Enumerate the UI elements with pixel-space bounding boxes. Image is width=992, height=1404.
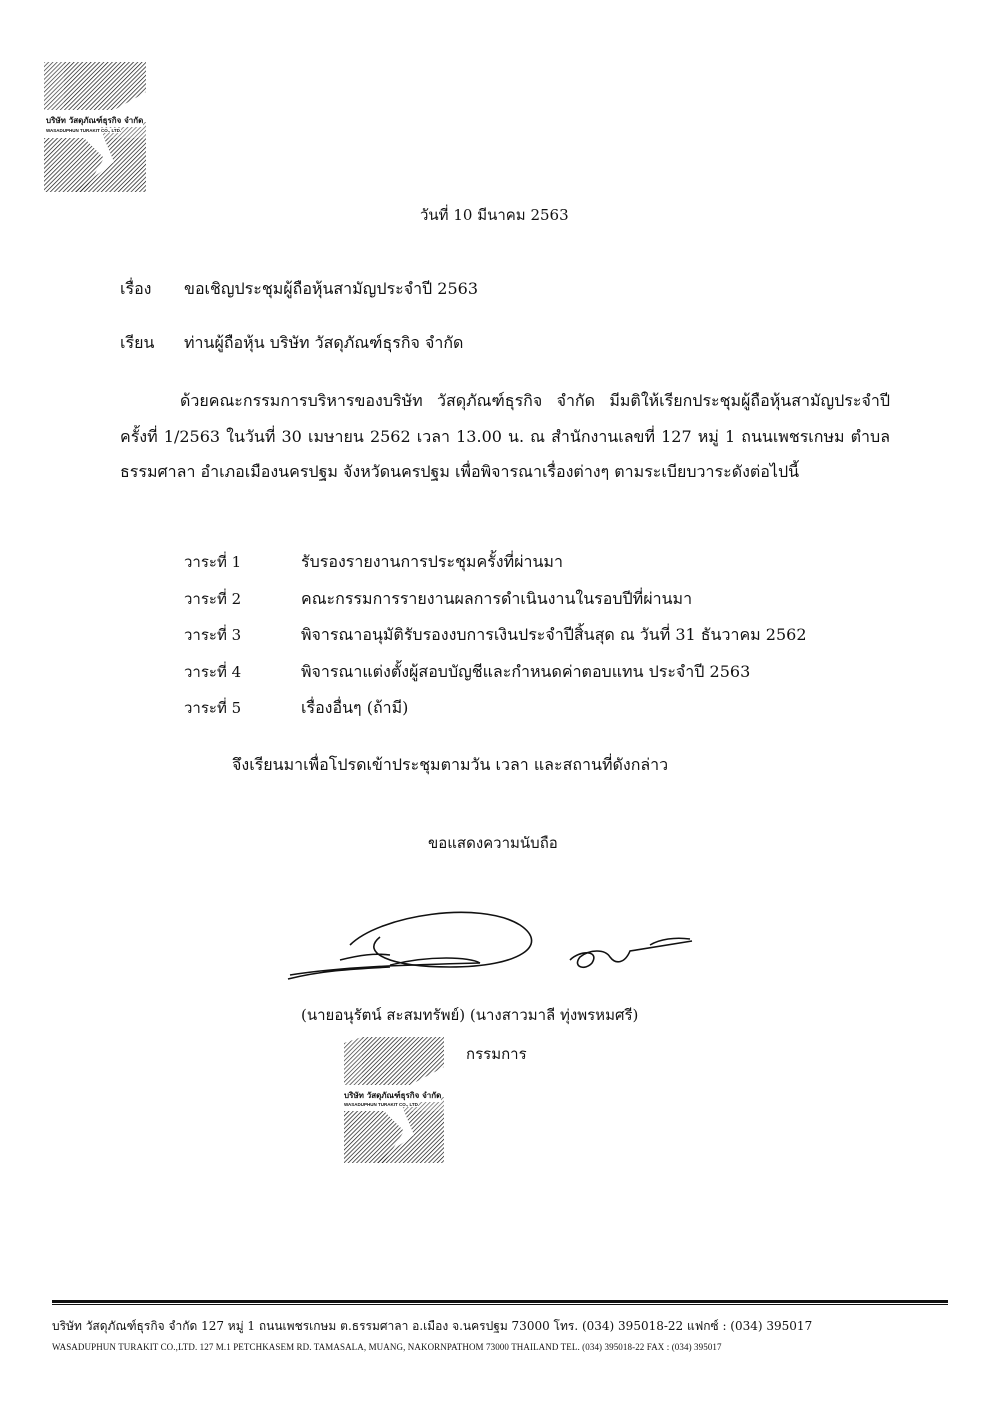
stamp-company-name-en: WASADUPHUN TURAKIT CO., LTD. bbox=[344, 1102, 420, 1107]
stamp-company-name-th: บริษัท วัสดุภัณฑ์ธุรกิจ จำกัด bbox=[344, 1091, 442, 1100]
logo-company-name-en: WASADUPHUN TURAKIT CO., LTD. bbox=[46, 128, 122, 133]
footer-rule-thin bbox=[52, 1304, 948, 1305]
recipient-text: ท่านผู้ถือหุ้น บริษัท วัสดุภัณฑ์ธุรกิจ จำกัด bbox=[184, 333, 464, 352]
agenda-number: วาระที่ 1 bbox=[184, 553, 242, 571]
agenda-item bbox=[184, 623, 807, 660]
subject-label: เรื่อง bbox=[120, 279, 152, 298]
signatory-names: (นายอนุรัตน์ สะสมทรัพย์) (นางสาวมาลี ทุ่งพรหมศรี) bbox=[301, 1006, 639, 1024]
signature-image bbox=[280, 905, 700, 999]
company-logo bbox=[44, 62, 150, 192]
letter-date: วันที่ 10 มีนาคม 2563 bbox=[420, 206, 569, 224]
agenda-number: วาระที่ 5 bbox=[184, 699, 242, 717]
regards-text: ขอแสดงความนับถือ bbox=[428, 834, 558, 852]
recipient-label: เรียน bbox=[120, 333, 155, 352]
body-paragraph: ด้วยคณะกรรมการบริหารของบริษัท วัสดุภัณฑ์ธุรกิจ จำกัด มีมติให้เรียกประชุมผู้ถือหุ้นสามัญประจำปี ครั้งที่ 1/2563 ในวันที่ 30 เมษายน 2562 เวลา 13.00 น. ณ สำนักงานเลขที่ 127 หมู่ 1 ถนนเพชรเกษม ตำบลธรรมศาลา อำเภอเมืองนครปฐม จังหวัดนครปฐม เพื่อพิจารณาเรื่องต่างๆ ตามระเบียบวาระดังต่อไปนี้ bbox=[120, 391, 890, 481]
agenda-item bbox=[184, 696, 807, 733]
agenda-item bbox=[184, 660, 807, 697]
agenda-number: วาระที่ 3 bbox=[184, 626, 242, 644]
footer-rule-thick bbox=[52, 1300, 948, 1303]
agenda-list bbox=[184, 550, 807, 733]
agenda-text: พิจารณาอนุมัติรับรองงบการเงินประจำปีสิ้นสุด ณ วันที่ 31 ธันวาคม 2562 bbox=[301, 625, 807, 644]
company-stamp bbox=[344, 1035, 448, 1163]
agenda-text: พิจารณาแต่งตั้งผู้สอบบัญชีและกำหนดค่าตอบแทน ประจำปี 2563 bbox=[301, 661, 751, 681]
agenda-item bbox=[184, 550, 807, 587]
logo-company-name-th: บริษัท วัสดุภัณฑ์ธุรกิจ จำกัด bbox=[46, 116, 144, 125]
subject-text: ขอเชิญประชุมผู้ถือหุ้นสามัญประจำปี 2563 bbox=[184, 279, 479, 298]
agenda-text: เรื่องอื่นๆ (ถ้ามี) bbox=[301, 698, 409, 717]
agenda-text: คณะกรรมการรายงานผลการดำเนินงานในรอบปีที่ผ่านมา bbox=[301, 588, 693, 608]
agenda-number: วาระที่ 4 bbox=[184, 662, 242, 681]
signatory-title: กรรมการ bbox=[466, 1045, 527, 1063]
footer-address-en: WASADUPHUN TURAKIT CO.,LTD. 127 M.1 PETCHKASEM RD. TAMASALA, MUANG, NAKORNPATHOM 73000 THAILAND TEL. (034) 395018-22 FAX : (034) 395017 bbox=[52, 1342, 722, 1352]
footer-address-th: บริษัท วัสดุภัณฑ์ธุรกิจ จำกัด 127 หมู่ 1 ถนนเพชรเกษม ต.ธรรมศาลา อ.เมือง จ.นครปฐม 73000 โทร. (034) 395018-22 แฟกซ์ : (034) 395017 bbox=[52, 1319, 813, 1333]
closing-text: จึงเรียนมาเพื่อโปรดเข้าประชุมตามวัน เวลา และสถานที่ดังกล่าว bbox=[232, 755, 669, 774]
agenda-item bbox=[184, 587, 807, 624]
agenda-number: วาระที่ 2 bbox=[184, 589, 242, 608]
agenda-text: รับรองรายงานการประชุมครั้งที่ผ่านมา bbox=[301, 552, 563, 571]
